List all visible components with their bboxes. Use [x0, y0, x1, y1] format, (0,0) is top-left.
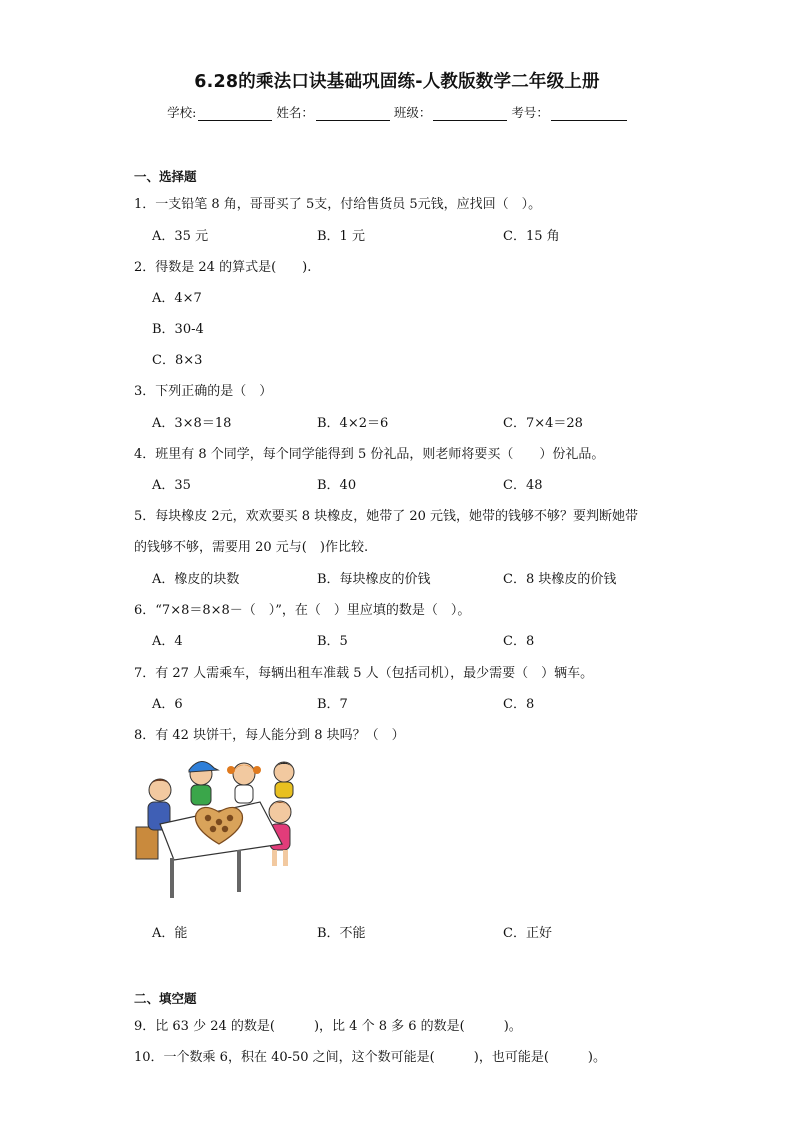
question-3-option-c[interactable]: C．7×4＝28: [503, 416, 583, 431]
question-6-option-b[interactable]: B．5: [317, 634, 348, 649]
question-7-option-a[interactable]: A．6: [152, 697, 183, 712]
question-3-option-b[interactable]: B．4×2＝6: [317, 416, 389, 431]
question-1-option-b[interactable]: B．1 元: [317, 229, 365, 244]
section-choice-heading: 一、选择题: [134, 169, 197, 184]
question-5-stem-line-1: 5．每块橡皮 2元，欢欢要买 8 块橡皮，她带了 20 元钱，她带的钱够不够？要判断她带: [134, 509, 639, 524]
question-9-stem: 9．比 63 少 24 的数是( )，比 4 个 8 多 6 的数是( )。: [134, 1019, 522, 1034]
question-2-option-c[interactable]: C．8×3: [152, 353, 203, 368]
class-label: 班级：: [393, 105, 432, 120]
question-2-option-a[interactable]: A．4×7: [152, 291, 202, 306]
question-6-option-a[interactable]: A．4: [152, 634, 183, 649]
school-field[interactable]: [167, 103, 272, 121]
name-label: 姓名：: [276, 105, 314, 120]
question-3-stem: 3．下列正确的是（ ）: [134, 384, 273, 399]
question-10-stem: 10．一个数乘 6，积在 40-50 之间，这个数可能是( )，也可能是( )。: [134, 1050, 606, 1065]
school-blank[interactable]: [198, 106, 272, 121]
class-blank[interactable]: [433, 106, 507, 121]
question-5-option-c[interactable]: C．8 块橡皮的价钱: [503, 572, 617, 587]
question-7-option-c[interactable]: C．8: [503, 697, 535, 712]
question-8-option-b[interactable]: B．不能: [317, 926, 366, 941]
question-4-option-a[interactable]: A．35: [152, 478, 191, 493]
question-1-option-a[interactable]: A．35 元: [152, 229, 209, 244]
school-label: 学校:: [167, 105, 197, 120]
question-2-stem: 2．得数是 24 的算式是( ).: [134, 260, 312, 275]
question-3-option-a[interactable]: A．3×8＝18: [152, 416, 232, 431]
question-5-option-b[interactable]: B．每块橡皮的价钱: [317, 572, 431, 587]
question-6-option-c[interactable]: C．8: [503, 634, 535, 649]
question-8-option-a[interactable]: A．能: [152, 926, 188, 941]
question-7-stem: 7．有 27 人需乘车，每辆出租车准载 5 人（包括司机），最少需要（ ）辆车。: [134, 666, 594, 681]
question-8-option-c[interactable]: C．正好: [503, 926, 552, 941]
class-field[interactable]: [394, 103, 508, 121]
question-5-stem-line-2: 的钱够不够，需要用 20 元与( )作比较.: [134, 540, 369, 555]
number-label: 考号：: [511, 105, 549, 120]
question-4-stem: 4．班里有 8 个同学，每个同学能得到 5 份礼品，则老师将要买（ ）份礼品。: [134, 447, 605, 462]
question-4-option-c[interactable]: C．48: [503, 478, 543, 493]
question-8-stem: 8．有 42 块饼干，每人能分到 8 块吗？（ ）: [134, 728, 405, 743]
section-fill-heading: 二、填空题: [134, 991, 197, 1006]
number-field[interactable]: [511, 103, 627, 121]
name-blank[interactable]: [316, 106, 390, 121]
question-5-option-a[interactable]: A．橡皮的块数: [152, 572, 240, 587]
question-6-stem: 6．“7×8＝8×8－（ ）”，在（ ）里应填的数是（ ）。: [134, 603, 471, 618]
question-2-option-b[interactable]: B．30-4: [152, 322, 204, 337]
name-field[interactable]: [276, 103, 390, 121]
question-4-option-b[interactable]: B．40: [317, 478, 357, 493]
question-1-stem: 1．一支铅笔 8 角，哥哥买了 5支，付给售货员 5元钱，应找回（ ）。: [134, 197, 542, 212]
student-info-row: [0, 103, 794, 121]
number-blank[interactable]: [551, 106, 627, 121]
page-title: 6.28的乘法口诀基础巩固练-人教版数学二年级上册: [194, 72, 600, 92]
question-7-option-b[interactable]: B．7: [317, 697, 348, 712]
question-1-option-c[interactable]: C．15 角: [503, 229, 560, 244]
children-sharing-cookies-illustration: [134, 752, 304, 900]
